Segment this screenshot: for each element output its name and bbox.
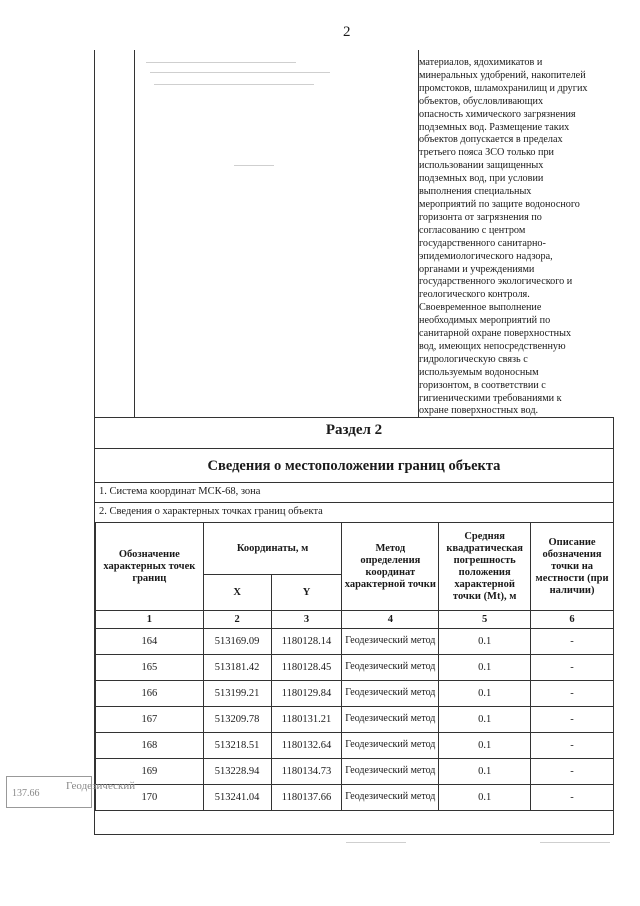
table-row [96, 759, 614, 785]
points-table [95, 522, 614, 811]
point-id: 170 [96, 785, 204, 811]
continued-requirements-text: материалов, ядохимикатов и минеральных удобрений, накопителей промстоков, шламохранилищ и других объектов, обусловливающих опасность химического загрязнения подземных вод. Размещение таких объектов допускается в пределах третьего пояса ЗСО только при использовании защищенных подземных вод, при условии выполнения специальных мероприятий по защите водоносного горизонта от загрязнения по согласованию с центром государственного санитарно- эпидемиологического надзора, органами и учреждениями государственного экологического и геологического контроля. Своевременное выполнение необходимых мероприятий по санитарной охране поверхностных вод, имеющих непосредственную гидрологическую связь с используемым водоносным горизонтом, в соответствии с гигиеническими требованиями к охране поверхностных вод. [419, 57, 588, 417]
coord-y: 1180128.14 [271, 629, 342, 655]
coord-x: 513169.09 [203, 629, 271, 655]
scan-artifact-number: 137.66 [12, 788, 40, 799]
col-number: 3 [271, 611, 342, 629]
characteristic-points-line: 2. Сведения о характерных точках границ объекта [99, 506, 323, 517]
accuracy: 0.1 [439, 707, 531, 733]
page-number: 2 [343, 24, 351, 40]
point-id: 169 [96, 759, 204, 785]
header-y: Y [271, 575, 342, 611]
header-x: X [203, 575, 271, 611]
point-id: 164 [96, 629, 204, 655]
location-subtitle: Сведения о местоположении границ объекта [207, 458, 501, 474]
accuracy: 0.1 [439, 733, 531, 759]
coord-x: 513241.04 [203, 785, 271, 811]
coord-y: 1180132.64 [271, 733, 342, 759]
coord-x: 513228.94 [203, 759, 271, 785]
coord-y: 1180131.21 [271, 707, 342, 733]
accuracy: 0.1 [439, 629, 531, 655]
coord-x: 513209.78 [203, 707, 271, 733]
method: Геодезический метод [342, 759, 439, 785]
coord-y: 1180129.84 [271, 681, 342, 707]
method: Геодезический метод [342, 733, 439, 759]
point-id: 168 [96, 733, 204, 759]
method: Геодезический метод [342, 681, 439, 707]
accuracy: 0.1 [439, 759, 531, 785]
point-id: 167 [96, 707, 204, 733]
method: Геодезический метод [342, 629, 439, 655]
header-designation: Обозначение характерных точек границ [96, 523, 204, 611]
header-accuracy: Средняя квадратическая погрешность положения характерной точки (Mt), м [439, 523, 531, 611]
table-row [96, 785, 614, 811]
table-row [96, 707, 614, 733]
method: Геодезический метод [342, 655, 439, 681]
col-number: 4 [342, 611, 439, 629]
accuracy: 0.1 [439, 655, 531, 681]
table-row [96, 629, 614, 655]
coord-x: 513199.21 [203, 681, 271, 707]
table-row [96, 733, 614, 759]
coord-y: 1180137.66 [271, 785, 342, 811]
point-id: 165 [96, 655, 204, 681]
description: - [531, 629, 614, 655]
accuracy: 0.1 [439, 681, 531, 707]
coord-y: 1180128.45 [271, 655, 342, 681]
description: - [531, 707, 614, 733]
description: - [531, 681, 614, 707]
header-description: Описание обозначения точки на местности (при наличии) [531, 523, 614, 611]
col-number: 5 [439, 611, 531, 629]
header-method: Метод определения координат характерной точки [342, 523, 439, 611]
coord-y: 1180134.73 [271, 759, 342, 785]
description: - [531, 733, 614, 759]
method: Геодезический метод [342, 785, 439, 811]
col-number: 1 [96, 611, 204, 629]
table-row [96, 681, 614, 707]
method: Геодезический метод [342, 707, 439, 733]
section-2-box [94, 417, 614, 835]
point-id: 166 [96, 681, 204, 707]
description: - [531, 759, 614, 785]
coordinate-system-line: 1. Система координат МСК-68, зона [99, 486, 261, 497]
scan-artifact-word: Геодезический [66, 780, 136, 792]
col-number: 2 [203, 611, 271, 629]
coord-x: 513218.51 [203, 733, 271, 759]
description: - [531, 785, 614, 811]
col-number: 6 [531, 611, 614, 629]
header-coordinates: Координаты, м [203, 523, 342, 575]
accuracy: 0.1 [439, 785, 531, 811]
coord-x: 513181.42 [203, 655, 271, 681]
table-row [96, 655, 614, 681]
description: - [531, 655, 614, 681]
section-title: Раздел 2 [325, 422, 383, 438]
